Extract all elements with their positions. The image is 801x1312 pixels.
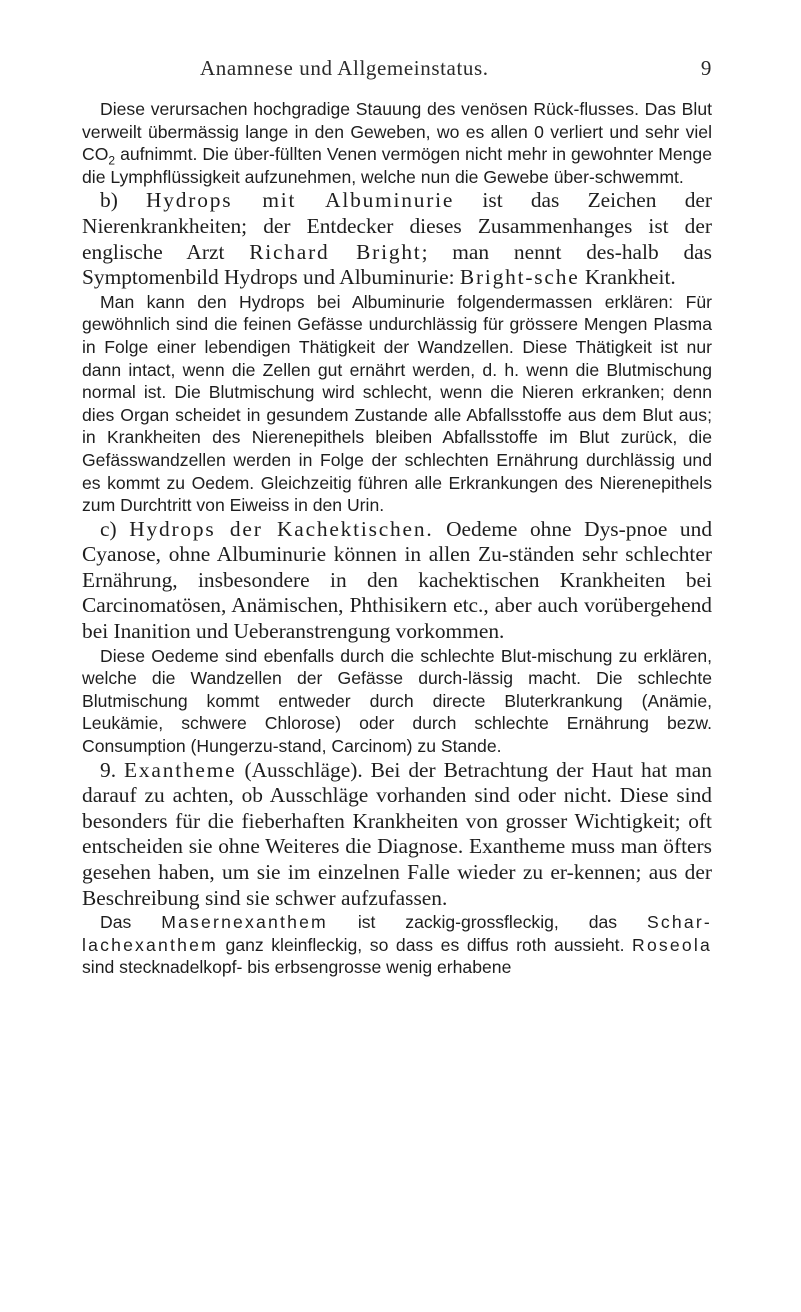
paragraph-text: (Ausschläge). Bei der Betrachtung der Haut hat man darauf zu achten, ob Ausschläge vorhanden sind oder nicht. Diese sind besonders für die fieberhaften Krankheiten von grosser Wichtigkeit; oft entscheiden sie ohne Weiteres die Diagnose. Exantheme muss man öfters gesehen haben, um sie im einzelnen Falle wieder zu er-kennen; aus der Beschreibung sind sie schwer aufzufassen. [82, 757, 713, 910]
spaced-term: Exantheme [124, 757, 237, 782]
paragraph-hydrops-kachektisch [82, 517, 712, 645]
list-marker: b) [100, 188, 147, 213]
section-number: 9. [100, 757, 125, 782]
paragraph-text: aufnimmt. Die über-füllten Venen vermögen nicht mehr in gewohnter Menge die Lymphflüssigkeit aufzunehmen, welche nun die Gewebe über-schwemmt. [82, 144, 712, 187]
spaced-term: Bright-sche [459, 265, 580, 290]
spaced-term: Hydrops der Kachektischen. [129, 516, 434, 541]
paragraph-text: ist zackig-grossfleckig, das [327, 912, 647, 933]
paragraph-text: ist das Zeichen der Nierenkrankheiten; der Entdecker dieses Zusammenhanges ist der englische Arzt [82, 188, 713, 264]
paragraph-text: ; man nennt des-halb das Symptomenbild Hydrops und Albuminurie: [82, 239, 712, 290]
paragraph-oedeme: Diese Oedeme sind ebenfalls durch die schlechte Blut-mischung zu erklären, welche die Wandzellen der Gefässe durch-lässig macht. Die schlechte Blutmischung kommt entweder durch directe Bluterkrankung (Anämie, Leukämie, schwere Chlorose) oder durch schlechte Ernährung bezw. Consumption (Hungerzu-stand, Carcinom) zu Stande. [82, 645, 712, 757]
paragraph-text: ganz kleinfleckig, so dass es diffus roth aussieht. [217, 934, 633, 955]
paragraph-text: sind stecknadelkopf- bis erbsengrosse wenig erhabene [82, 957, 512, 978]
spaced-term: Masernexanthem [161, 912, 328, 933]
spaced-term: Richard Bright [249, 239, 422, 264]
page-content [82, 56, 712, 979]
paragraph-text: Oedeme ohne Dys-pnoe und Cyanose, ohne Albuminurie können in allen Zu-ständen sehr schlechter Ernährung, insbesondere in den kachektischen Krankheiten bei Carcinomatösen, Anämischen, Phthisikern etc., aber auch vorübergehend bei Inanition und Ueberanstrengung vorkommen. [82, 516, 713, 644]
running-head-title: Anamnese und Allgemeinstatus. [200, 56, 489, 80]
spaced-term: Roseola [632, 934, 712, 955]
subscript: 2 [108, 153, 116, 168]
paragraph-explanation: Man kann den Hydrops bei Albuminurie folgendermassen erklären: Für gewöhnlich sind die feinen Gefässe undurchlässig für grössere Mengen Plasma in Folge einer lebendigen Thätigkeit der Wandzellen. Diese Thätigkeit ist nur dann intact, wenn die Zellen gut ernährt werden, d. h. wenn die Blutmischung normal ist. Die Blutmischung wird schlecht, wenn die Nieren erkranken; denn dies Organ scheidet in gesundem Zustande alle Abfallsstoffe aus dem Blut aus; in Krankheiten des Nierenepithels bleiben Abfallsstoffe im Blut zurück, die Gefässwandzellen werden in Folge der schlechten Ernährung durchlässig und es kommt zu Oedem. Gleichzeitig führen alle Erkrankungen des Nierenepithels zum Durchtritt von Eiweiss in den Urin. [82, 291, 712, 516]
paragraph-text: Das [100, 912, 162, 933]
page-number: 9 [700, 56, 712, 80]
paragraph-text: Diese verursachen hochgradige Stauung des venösen Rück-flusses. Das Blut verweilt übermässig lange in den Geweben, wo es allen 0 verliert und sehr viel CO [82, 99, 712, 165]
running-head [82, 56, 712, 86]
paragraph-text: Krankheit. [579, 265, 676, 290]
spaced-term: Hydrops mit Albuminurie [146, 188, 455, 213]
list-marker: c) [100, 516, 130, 541]
paragraph-venous-stasis [82, 98, 712, 188]
paragraph-exantheme [82, 758, 712, 912]
paragraph-masern [82, 911, 712, 979]
spaced-term: Schar-lachexanthem [82, 912, 712, 955]
paragraph-hydrops-albuminurie [82, 188, 712, 290]
